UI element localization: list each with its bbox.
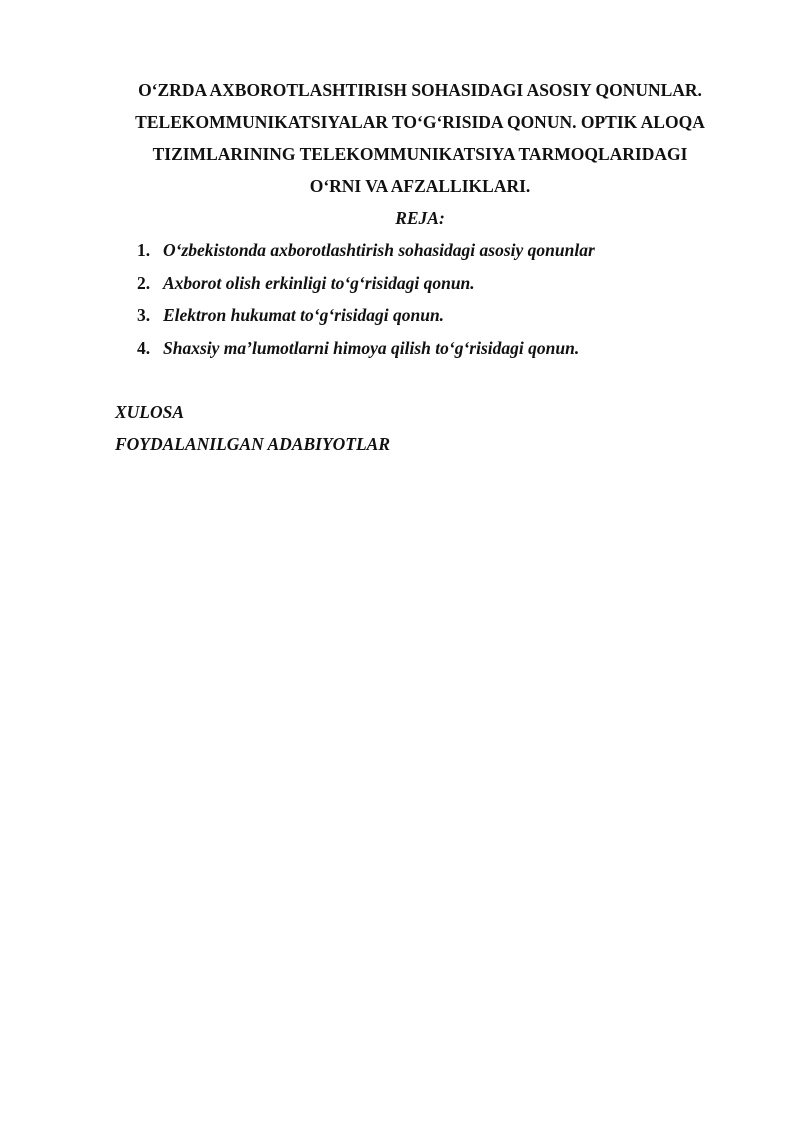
title-line: TIZIMLARINING TELEKOMMUNIKATSIYA TARMOQLARIDAGI [152, 144, 688, 164]
plan-item [137, 299, 595, 332]
plan-item-number: 2. [137, 272, 151, 293]
document-title [100, 74, 740, 202]
plan-item [137, 332, 595, 365]
plan-list [137, 234, 595, 364]
conclusion-heading: XULOSA [115, 402, 185, 422]
plan-item [137, 234, 595, 267]
closing-sections [115, 396, 390, 460]
plan-item-number: 1. [137, 240, 151, 260]
plan-item-text: Elektron hukumat to‘g‘risidagi qonun. [163, 305, 445, 325]
plan-item-text: Shaxsiy ma’lumotlarni himoya qilish to‘g‘risidagi qonun. [163, 337, 580, 358]
title-line: O‘RNI VA AFZALLIKLARI. [309, 176, 531, 196]
plan-item-text: Axborot olish erkinligi to‘g‘risidagi qonun. [163, 272, 475, 293]
references-heading: FOYDALANILGAN ADABIYOTLAR [115, 434, 391, 454]
title-line: O‘ZRDA AXBOROTLASHTIRISH SOHASIDAGI ASOSIY QONUNLAR. [138, 80, 702, 100]
plan-item-number: 4. [137, 337, 151, 358]
plan-item [137, 267, 595, 300]
plan-heading: REJA: [395, 208, 445, 228]
plan-item-number: 3. [137, 305, 151, 325]
plan-item-text: O‘zbekistonda axborotlashtirish sohasidagi asosiy qonunlar [163, 240, 595, 260]
title-line: TELEKOMMUNIKATSIYALAR TO‘G‘RISIDA QONUN. OPTIK ALOQA [135, 112, 705, 132]
